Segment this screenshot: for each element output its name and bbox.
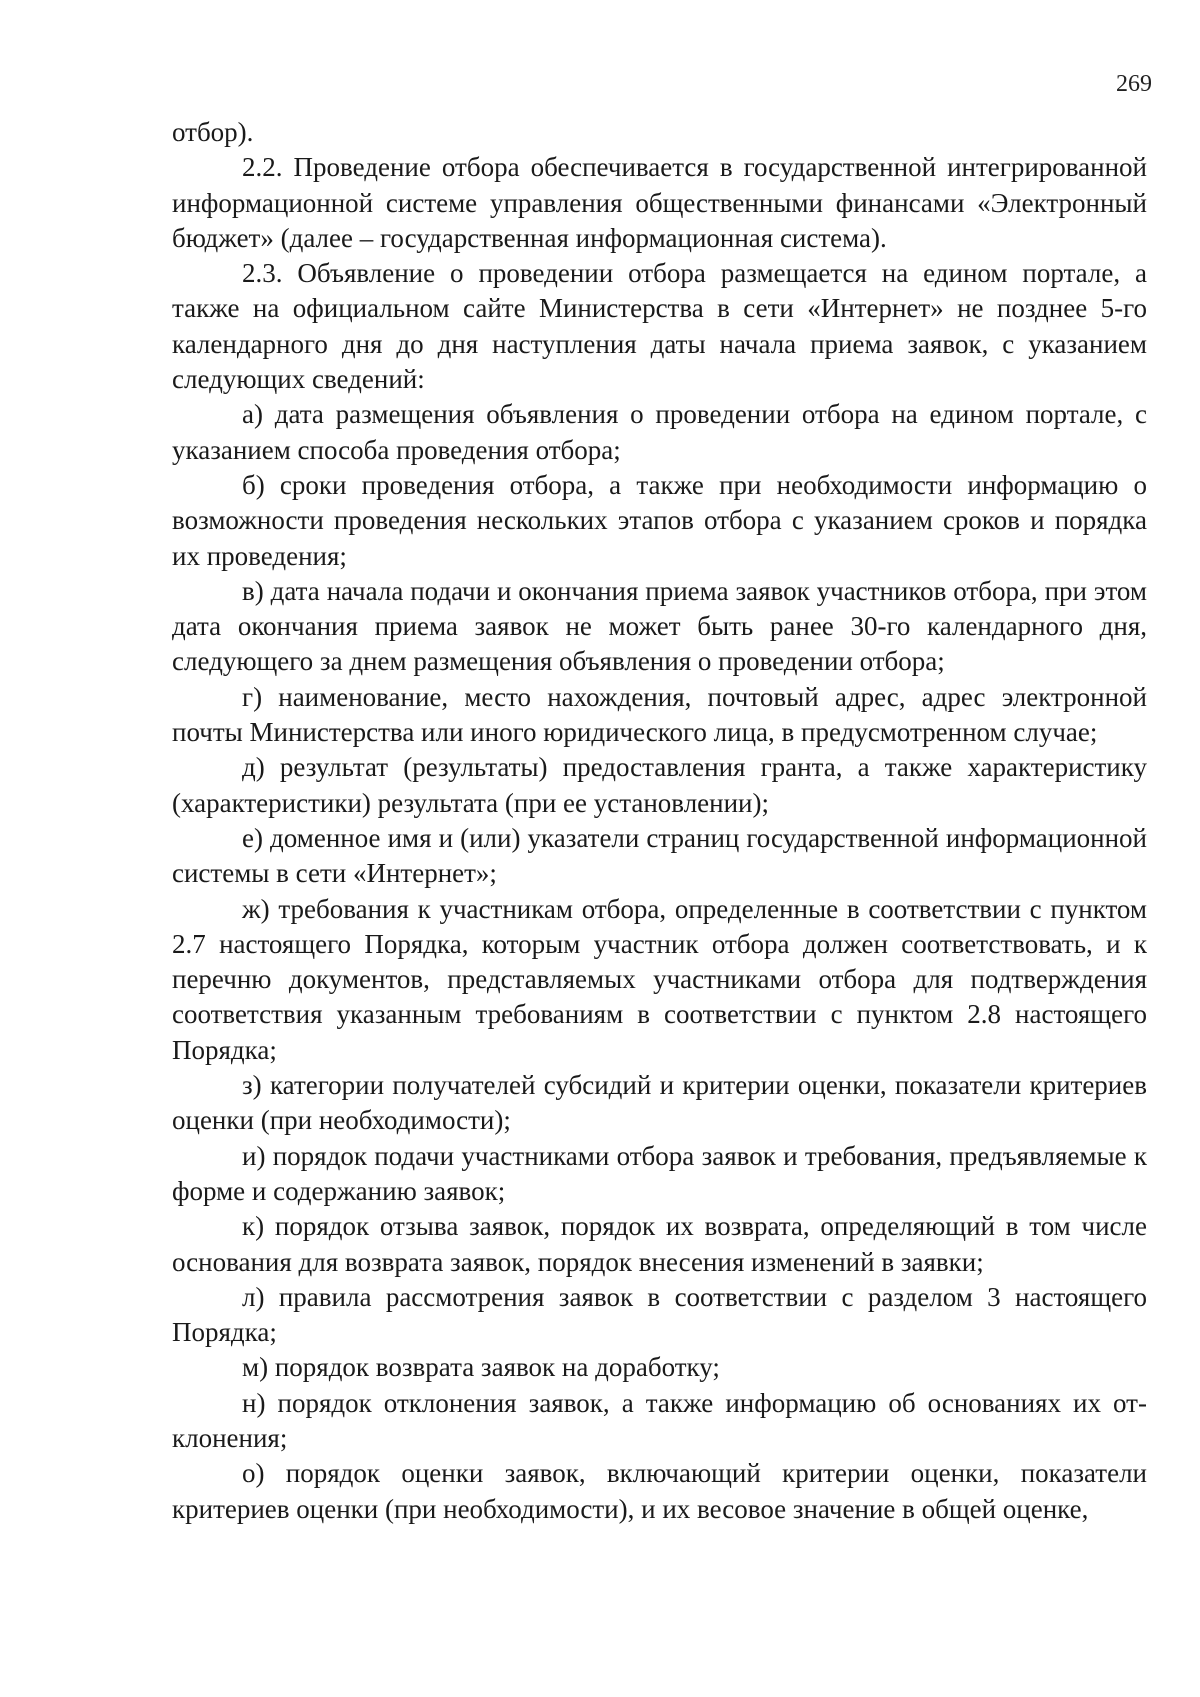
- list-item-e: е) доменное имя и (или) указатели страниц государственной информационной системы в сети «Интернет»;: [172, 822, 1147, 889]
- list-item-b: б) сроки проведения отбора, а также при необходимости информацию о возможности проведения нескольких этапов отбора с указанием сроков и порядка их проведения;: [172, 469, 1147, 571]
- paragraph-continuation: отбор).: [172, 117, 254, 147]
- list-item-n: н) порядок отклонения заявок, а также информацию об основаниях их отклонения;: [172, 1387, 1147, 1453]
- paragraph-2-2: 2.2. Проведение отбора обеспечивается в государственной интегрированной информационной системе управления общественными финансами «Электронный бюджет» (далее – государственная информационная система).: [172, 152, 1147, 253]
- list-item-o: о) порядок оценки заявок, включающий критерии оценки, показатели критериев оценки (при необходимости), и их весовое значение в общей оценке,: [172, 1458, 1147, 1524]
- list-item-k: к) порядок отзыва заявок, порядок их возврата, определяющий в том числе основания для возврата заявок, порядок внесения изменений в заявки;: [172, 1211, 1147, 1277]
- list-item-m: м) порядок возврата заявок на доработку;: [242, 1352, 720, 1383]
- page-number: 269: [1116, 71, 1152, 97]
- paragraph-2-3: 2.3. Объявление о проведении отбора размещается на едином портале, а также на официальном сайте Министерства в сети «Интернет» не позднее 5-го календарного дня до дня наступления даты начала приема заявок, с указанием следующих сведений:: [172, 258, 1147, 395]
- list-item-zh: ж) требования к участникам отбора, определенные в соответствии с пунктом 2.7 настоящего Порядка, которым участник отбора должен соответствовать, и к перечню документов, представляемых участниками отбора для подтверждения соответствия указанным требованиям в соответствии с пунктом 2.8 настоящего Порядка;: [172, 893, 1147, 1065]
- list-item-d: д) результат (результаты) предоставления гранта, а также характеристику (характеристики) результата (при ее установлении);: [172, 752, 1147, 818]
- list-item-z: з) категории получателей субсидий и критерии оценки, показатели критериев оценки (при необходимости);: [172, 1070, 1147, 1136]
- list-item-g: г) наименование, место нахождения, почтовый адрес, адрес электронной почты Министерства или иного юридического лица, в предусмотренном случае;: [172, 681, 1147, 748]
- list-item-i: и) порядок подачи участниками отбора заявок и требования, предъявляемые к форме и содержанию заявок;: [172, 1140, 1147, 1206]
- document-body: [172, 115, 1147, 1527]
- list-item-l: л) правила рассмотрения заявок в соответствии с разделом 3 настоящего Порядка;: [172, 1281, 1147, 1348]
- list-item-v: в) дата начала подачи и окончания приема заявок участников отбора, при этом дата окончания приема заявок не может быть ранее 30-го календарного дня, следующего за днем размещения объявления о проведении отбора;: [172, 575, 1147, 677]
- list-item-a: а) дата размещения объявления о проведении отбора на едином портале, с указанием способа проведения отбора;: [172, 399, 1147, 465]
